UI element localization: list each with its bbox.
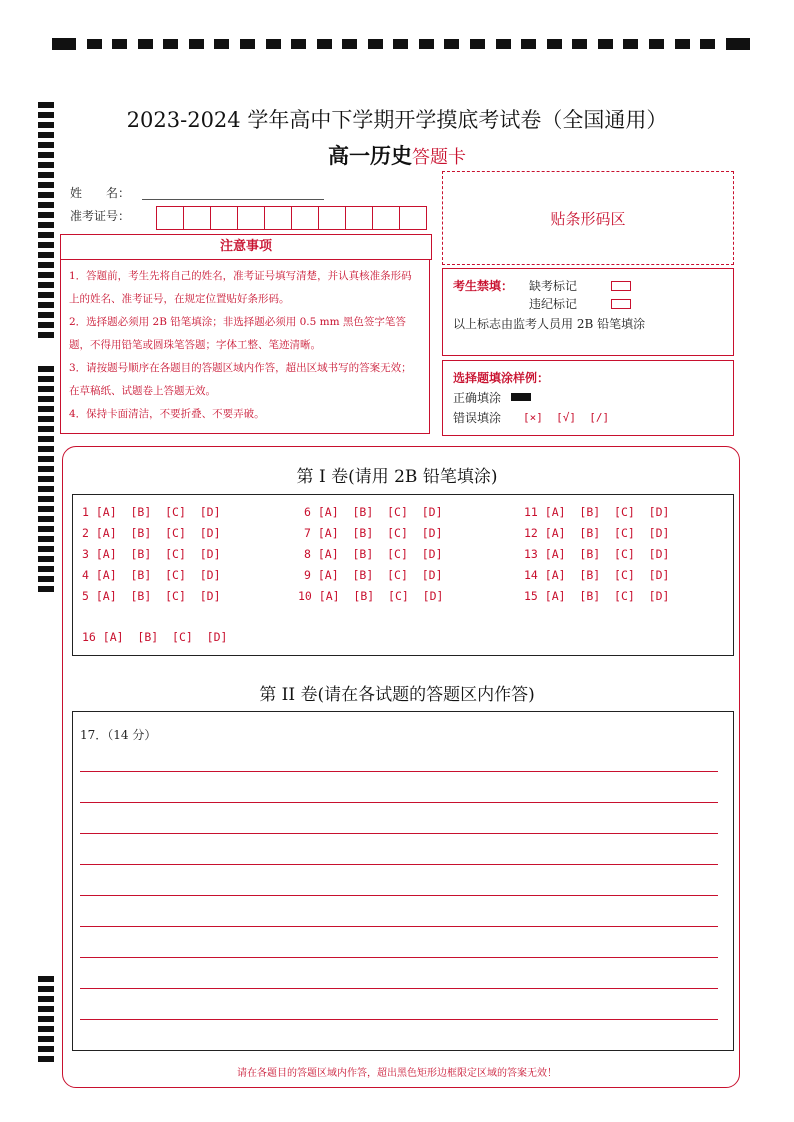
answer-line (80, 957, 718, 958)
name-field[interactable] (142, 198, 324, 200)
wrong-fill-label: 错误填涂 (453, 411, 502, 425)
mc-row[interactable]: 12 [A] [B] [C] [D] (524, 526, 670, 540)
answer-line (80, 1019, 718, 1020)
wrong-fill-samples: [×] [√] [/] (523, 411, 610, 424)
correct-fill-sample (511, 393, 531, 401)
correct-fill-label: 正确填涂 (453, 391, 502, 405)
forbid-label: 考生禁填： (453, 279, 514, 293)
part2-title: 第 II 卷(请在各试题的答题区内作答) (259, 685, 535, 705)
notes-box (60, 259, 430, 434)
mc-row[interactable]: 11 [A] [B] [C] [D] (524, 505, 670, 519)
answer-line (80, 895, 718, 896)
violation-label: 违纪标记 (529, 297, 578, 311)
answer-line (80, 833, 718, 834)
exam-id-boxes[interactable] (156, 206, 427, 230)
essay-box[interactable] (72, 711, 734, 1051)
absent-label: 缺考标记 (529, 279, 578, 293)
mc-row[interactable]: 13 [A] [B] [C] [D] (524, 547, 670, 561)
left-timing-marks-top (38, 102, 54, 342)
note-item: 1．答题前，考生先将自己的姓名，准考证号填写清楚，并认真核准条形码上的姓名、准考证号，在规定位置贴好条形码。 (69, 270, 412, 305)
name-label: 姓 名： (70, 186, 131, 200)
exam-title: 2023-2024 学年高中下学期开学摸底考试卷（全国通用） (126, 108, 668, 132)
answer-line (80, 771, 718, 772)
absent-mark-box[interactable] (611, 281, 631, 291)
note-item: 4．保持卡面清洁，不要折叠、不要弄破。 (69, 408, 265, 420)
top-timing-marks (52, 38, 750, 50)
barcode-label: 贴条形码区 (550, 209, 626, 228)
subject-title (0, 140, 794, 170)
barcode-area (442, 171, 734, 265)
mc-row[interactable]: 9 [A] [B] [C] [D] (304, 568, 443, 582)
subject-name: 高一历史 (328, 143, 412, 168)
mc-row[interactable]: 7 [A] [B] [C] [D] (304, 526, 443, 540)
mc-row[interactable]: 15 [A] [B] [C] [D] (524, 589, 670, 603)
answer-line (80, 988, 718, 989)
examiner-only-box (442, 268, 734, 356)
id-label: 准考证号： (70, 209, 131, 223)
answer-line (80, 864, 718, 865)
mc-row[interactable]: 8 [A] [B] [C] [D] (304, 547, 443, 561)
mc-row[interactable]: 4 [A] [B] [C] [D] (82, 568, 221, 582)
answer-card-label: 答题卡 (412, 147, 466, 168)
mc-row[interactable]: 5 [A] [B] [C] [D] (82, 589, 221, 603)
part1-title: 第 I 卷(请用 2B 铅笔填涂) (296, 467, 498, 487)
mc-row[interactable]: 2 [A] [B] [C] [D] (82, 526, 221, 540)
footer-warning: 请在各题目的答题区域内作答，超出黑色矩形边框限定区域的答案无效！ (237, 1068, 557, 1079)
note-item: 3．请按题号顺序在各题目的答题区域内作答，超出区域书写的答案无效；在草稿纸、试题卷上答题无效。 (69, 362, 412, 397)
sample-heading: 选择题填涂样例： (453, 371, 550, 385)
notes-heading: 注意事项 (60, 234, 432, 260)
forbid-note: 以上标志由监考人员用 2B 铅笔填涂 (453, 317, 646, 331)
mc-row[interactable]: 3 [A] [B] [C] [D] (82, 547, 221, 561)
mc-row[interactable]: 1 [A] [B] [C] [D] (82, 505, 221, 519)
mc-row[interactable]: 16 [A] [B] [C] [D] (82, 630, 228, 644)
mc-row[interactable]: 6 [A] [B] [C] [D] (304, 505, 443, 519)
violation-mark-box[interactable] (611, 299, 631, 309)
question-17-label: 17．（14 分） (80, 728, 157, 742)
left-timing-marks-bottom (38, 976, 54, 1066)
answer-line (80, 926, 718, 927)
mc-row[interactable]: 14 [A] [B] [C] [D] (524, 568, 670, 582)
note-item: 2．选择题必须用 2B 铅笔填涂；非选择题必须用 0.5 mm 黑色签字笔答题，不得用铅笔或圆珠笔答题；字体工整、笔迹清晰。 (69, 316, 406, 351)
mc-row[interactable]: 10 [A] [B] [C] [D] (298, 589, 444, 603)
fill-sample-box (442, 360, 734, 436)
answer-line (80, 802, 718, 803)
